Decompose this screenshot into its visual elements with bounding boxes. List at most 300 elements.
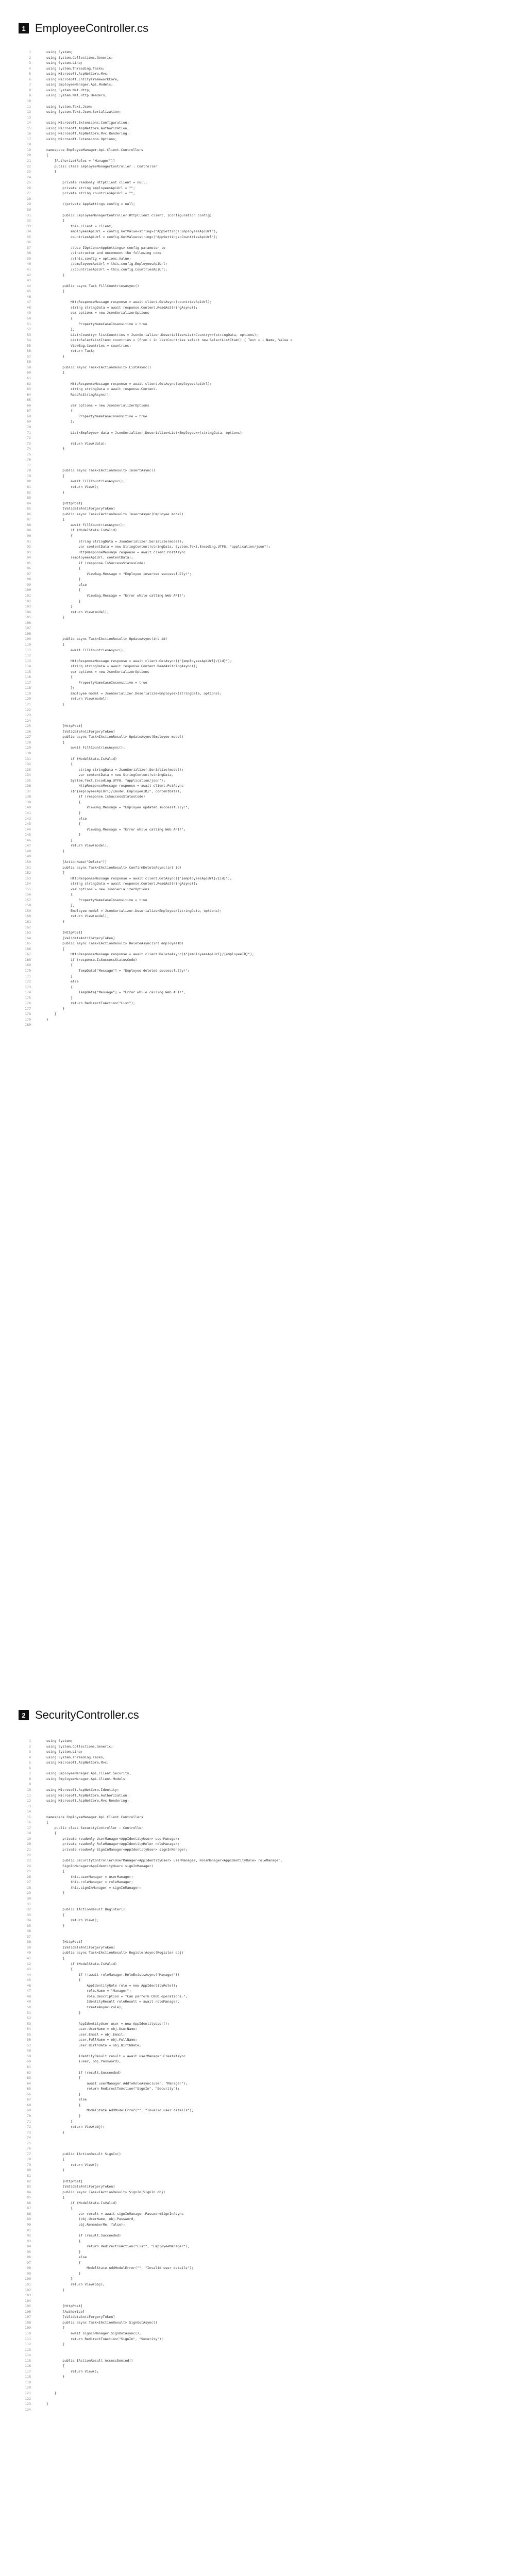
- code-text: this.userManager = userManager;: [46, 1874, 133, 1879]
- line-number: 74: [27, 447, 31, 451]
- line-number: 30: [27, 207, 31, 212]
- line-number: 102: [25, 2287, 31, 2292]
- line-number: 18: [27, 142, 31, 147]
- line-number: 103: [25, 2293, 31, 2298]
- line-number: 32: [27, 218, 31, 223]
- line-number: 7: [29, 1771, 31, 1776]
- line-number: 158: [25, 903, 31, 908]
- code-text: (obj.UserName, obj.Password,: [46, 2217, 136, 2222]
- code-text: if (response.IsSuccessStatusCode): [46, 957, 138, 962]
- code-text: {: [46, 2195, 65, 2200]
- code-text: PropertyNameCaseInsensitive = true: [46, 680, 147, 685]
- code-text: public async Task<IActionResult> SignIn(SignIn obj): [46, 2190, 165, 2194]
- line-number: 162: [25, 925, 31, 929]
- line-number: 31: [27, 1902, 31, 1906]
- line-number: 94: [27, 555, 31, 560]
- line-number: 57: [27, 2043, 31, 2047]
- code-text: using Microsoft.AspNetCore.Mvc.Rendering;: [46, 1799, 129, 1803]
- line-number: 35: [27, 1923, 31, 1928]
- code-text: [ValidateAntiForgeryToken]: [46, 2184, 115, 2189]
- code-text: };: [46, 419, 75, 424]
- code-text: HttpResponseMessage response = await client.GetAsync(employeesApiUrl);: [46, 381, 212, 386]
- code-text: this.roleManager = roleManager;: [46, 1880, 133, 1885]
- line-number: 31: [27, 213, 31, 217]
- line-number: 29: [27, 1891, 31, 1895]
- code-text: };: [46, 903, 75, 908]
- line-number: 9: [29, 93, 31, 98]
- file-title: EmployeeController.cs: [35, 22, 149, 35]
- line-number: 52: [27, 2016, 31, 2021]
- code-text: [Authorize(Roles = "Manager")]: [46, 159, 115, 163]
- code-text: public async Task<IActionResult> UpdateAsync(Employee model): [46, 735, 184, 739]
- line-number: 96: [27, 566, 31, 571]
- line-number: 88: [27, 522, 31, 527]
- code-text: {: [46, 2239, 81, 2243]
- line-number: 106: [25, 2309, 31, 2314]
- code-text: ViewBag.Message = "Error while calling Web API!";: [46, 594, 186, 598]
- code-text: (user, obj.Password);: [46, 2059, 121, 2064]
- line-number: 154: [25, 882, 31, 886]
- line-number: 102: [25, 599, 31, 603]
- code-text: ViewBag.Countries = countries;: [46, 343, 131, 348]
- code-text: {: [46, 985, 73, 989]
- line-number: 75: [27, 452, 31, 456]
- code-text: HttpResponseMessage response = await client.GetAsync($"{employeesApiUrl}/{id}");: [46, 876, 232, 880]
- code-text: {: [46, 170, 57, 174]
- line-number: 84: [27, 2190, 31, 2194]
- line-number: 153: [25, 876, 31, 880]
- line-number: 117: [25, 680, 31, 685]
- code-text: return Task;: [46, 349, 95, 353]
- line-number: 168: [25, 957, 31, 962]
- line-number: 95: [27, 2249, 31, 2254]
- line-number: 89: [27, 2217, 31, 2222]
- code-text: using System.Threading.Tasks;: [46, 1755, 105, 1759]
- line-number: 101: [25, 2282, 31, 2286]
- line-number: 5: [29, 1760, 31, 1765]
- line-number: 13: [27, 1804, 31, 1808]
- code-text: }: [46, 2342, 65, 2347]
- line-number: 60: [27, 370, 31, 375]
- line-number: 11: [27, 104, 31, 109]
- code-text: }: [46, 1006, 65, 1011]
- line-number: 125: [25, 724, 31, 728]
- code-text: {: [46, 517, 65, 522]
- line-number: 15: [27, 1815, 31, 1819]
- code-text: }: [46, 354, 65, 359]
- code-text: string stringData = await response.Content.ReadAsStringAsync();: [46, 305, 198, 310]
- code-text: public async Task<IActionResult> RegisterAsync(Register obj): [46, 1951, 184, 1955]
- code-text: //this.config = options.Value;: [46, 256, 131, 261]
- code-text: }: [46, 2010, 81, 2015]
- code-text: using Microsoft.AspNetCore.Mvc;: [46, 72, 109, 76]
- line-number: 114: [25, 2353, 31, 2358]
- line-number: 83: [27, 496, 31, 500]
- code-text: else: [46, 816, 87, 821]
- line-number: 35: [27, 234, 31, 239]
- code-text: TempData["Message"] = "Error while calling Web API!";: [46, 990, 186, 995]
- line-number: 39: [27, 256, 31, 261]
- line-number: 175: [25, 995, 31, 1000]
- line-number: 82: [27, 2179, 31, 2183]
- line-number: 26: [27, 185, 31, 190]
- line-number: 115: [25, 2358, 31, 2363]
- code-text: {: [46, 1967, 73, 1972]
- line-number: 161: [25, 920, 31, 924]
- code-text: var options = new JsonSerializerOptions: [46, 887, 149, 891]
- line-number: 36: [27, 1929, 31, 1934]
- code-text: {: [46, 2206, 73, 2211]
- code-text: {: [46, 946, 65, 951]
- code-text: Employee model = JsonSerializer.Deserialize<Employee>(stringData, options);: [46, 691, 222, 696]
- file-header: [19, 1708, 139, 1722]
- code-text: }: [46, 615, 65, 620]
- code-text: List<Employee> data = JsonSerializer.Deserialize<List<Employee>>(stringData, options);: [46, 430, 244, 435]
- code-text: {: [46, 473, 65, 478]
- code-text: private readonly RoleManager<AppIdentityRole> roleManager;: [46, 1842, 180, 1846]
- line-number: 172: [25, 979, 31, 984]
- line-number: 68: [27, 414, 31, 418]
- file-number-badge: 2: [19, 1710, 29, 1720]
- code-text: return View();: [46, 485, 99, 489]
- code-text: }: [46, 2287, 65, 2292]
- line-number: 113: [25, 658, 31, 663]
- line-number: 118: [25, 686, 31, 690]
- code-text: {: [46, 2260, 81, 2265]
- code-text: IdentityResult roleResult = await roleManager.: [46, 1999, 180, 2004]
- code-text: }: [46, 2119, 73, 2124]
- code-text: namespace EmployeeManager.Api.Client.Controllers: [46, 1815, 143, 1819]
- code-text: if (response.IsSuccessStatusCode): [46, 794, 145, 799]
- line-number: 59: [27, 365, 31, 369]
- line-number: 95: [27, 561, 31, 565]
- code-text: }: [46, 2130, 65, 2134]
- code-text: return RedirectToAction("SignIn", "Security");: [46, 2087, 180, 2091]
- code-text: {: [46, 2076, 81, 2080]
- line-number: 69: [27, 2108, 31, 2113]
- line-number: 66: [27, 403, 31, 408]
- line-number: 112: [25, 2342, 31, 2347]
- line-number: 44: [27, 283, 31, 288]
- code-text: using System.Text.Json;: [46, 104, 93, 109]
- line-number: 6: [29, 77, 31, 81]
- line-number: 104: [25, 609, 31, 614]
- line-number: 71: [27, 2119, 31, 2124]
- line-number: 108: [25, 2320, 31, 2325]
- line-number: 72: [27, 436, 31, 440]
- line-number: 105: [25, 2304, 31, 2309]
- code-text: ModelState.AddModelError("", "Invalid user details");: [46, 2266, 194, 2270]
- code-text: await FillCountriesAsync();: [46, 648, 125, 652]
- code-text: }: [46, 1017, 48, 1022]
- line-number: 3: [29, 61, 31, 65]
- line-number: 121: [25, 702, 31, 706]
- code-text: user.BirthDate = obj.BirthDate;: [46, 2043, 141, 2047]
- line-number: 20: [27, 1842, 31, 1846]
- code-text: private string employeesApiUrl = "";: [46, 185, 136, 190]
- code-text: //employeesApiUrl = this.config.EmployeesApiUrl;: [46, 262, 167, 266]
- code-text: public class SecurityController : Controller: [46, 1825, 143, 1830]
- code-text: return View();: [46, 2162, 99, 2167]
- code-text: role.Description = "Can perform CRUD operations.";: [46, 1994, 188, 1998]
- line-number: 118: [25, 2375, 31, 2379]
- line-number: 65: [27, 398, 31, 402]
- code-text: {: [46, 316, 73, 320]
- line-number: 106: [25, 620, 31, 625]
- code-text: }: [46, 1891, 65, 1895]
- code-text: if (result.Succeeded): [46, 2233, 121, 2238]
- code-text: {: [46, 1831, 57, 1836]
- code-text: public async Task<IActionResult> DeleteAsync(int employeeID): [46, 941, 184, 946]
- code-text: CreateAsync(role);: [46, 2005, 123, 2009]
- line-number: 5: [29, 72, 31, 76]
- code-text: return View(obj);: [46, 2125, 105, 2129]
- code-text: await FillCountriesAsync();: [46, 745, 125, 750]
- line-number: 80: [27, 479, 31, 484]
- line-number: 70: [27, 2113, 31, 2118]
- line-number: 55: [27, 2032, 31, 2037]
- line-number: 16: [27, 1820, 31, 1825]
- line-number: 177: [25, 1006, 31, 1011]
- line-number: 43: [27, 1967, 31, 1972]
- code-text: }: [46, 702, 65, 706]
- code-text: using EmployeeManager.Api.Models;: [46, 82, 113, 87]
- line-number: 75: [27, 2141, 31, 2145]
- line-number: 58: [27, 2048, 31, 2053]
- line-number: 16: [27, 131, 31, 136]
- code-text: };: [46, 686, 75, 690]
- line-number: 150: [25, 859, 31, 864]
- line-number: 90: [27, 533, 31, 538]
- line-number: 56: [27, 349, 31, 353]
- code-text: }: [46, 577, 81, 582]
- line-number: 156: [25, 892, 31, 897]
- code-text: [ValidateAntiForgeryToken]: [46, 506, 115, 511]
- code-text: return View(model);: [46, 843, 109, 848]
- line-number: 1: [29, 50, 31, 54]
- line-number: 22: [27, 164, 31, 168]
- line-number: 71: [27, 430, 31, 435]
- line-number: 176: [25, 1001, 31, 1006]
- code-text: [ValidateAntiForgeryToken]: [46, 729, 115, 734]
- code-text: }: [46, 838, 73, 842]
- code-text: [HttpPost]: [46, 2304, 83, 2309]
- code-text: using Microsoft.AspNetCore.Identity;: [46, 1787, 119, 1792]
- code-text: ViewBag.Message = "Employee inserted successfully!";: [46, 571, 192, 576]
- code-text: {: [46, 409, 73, 413]
- line-number: 14: [27, 1809, 31, 1814]
- line-number: 12: [27, 1799, 31, 1803]
- line-number: 18: [27, 1831, 31, 1836]
- line-number: 24: [27, 1863, 31, 1868]
- code-text: Employee model = JsonSerializer.Deserialize<Employee>(stringData, options);: [46, 908, 222, 913]
- code-text: HttpResponseMessage response = await client.GetAsync(countriesApiUrl);: [46, 300, 212, 304]
- line-number: 79: [27, 2162, 31, 2167]
- code-text: TempData["Message"] = "Employee deleted successfully!";: [46, 968, 190, 973]
- code-text: {: [46, 153, 48, 158]
- line-number: 124: [25, 718, 31, 723]
- code-text: }: [46, 447, 65, 451]
- line-number: 23: [27, 170, 31, 174]
- code-text: else: [46, 582, 87, 587]
- line-number: 109: [25, 637, 31, 641]
- line-number: 132: [25, 762, 31, 767]
- line-number: 64: [27, 392, 31, 397]
- line-number: 51: [27, 321, 31, 326]
- code-text: var contentData = new StringContent(stringData,: [46, 773, 174, 777]
- code-text: return View(model);: [46, 914, 109, 919]
- code-text: }: [46, 2391, 57, 2395]
- code-text: public IActionResult SignIn(): [46, 2151, 121, 2156]
- line-number: 109: [25, 2326, 31, 2330]
- code-text: [ValidateAntiForgeryToken]: [46, 1945, 115, 1950]
- code-text: if (ModelState.IsValid): [46, 1961, 117, 1966]
- code-text: {: [46, 800, 81, 804]
- code-text: public async Task<IActionResult> UpdateAsync(int id): [46, 637, 167, 641]
- line-number: 134: [25, 773, 31, 777]
- code-text: {: [46, 892, 73, 897]
- line-number: 159: [25, 908, 31, 913]
- code-text: HttpResponseMessage response = await client.PutAsync: [46, 784, 184, 788]
- line-number: 4: [29, 1755, 31, 1759]
- code-text: if (!await roleManager.RoleExistsAsync("Manager")): [46, 1972, 180, 1977]
- line-number: 145: [25, 833, 31, 837]
- code-text: {: [46, 218, 65, 223]
- line-number: 49: [27, 311, 31, 315]
- code-text: public SecurityController(UserManager<AppIdentityUser> userManager, RoleManager<AppIdentityRole> roleManager,: [46, 1858, 282, 1863]
- code-text: public async Task<IActionResult> InsertAsync(Employee model): [46, 512, 184, 516]
- line-number: 25: [27, 1869, 31, 1874]
- code-text: using EmployeeManager.Api.Client.Models;: [46, 1776, 127, 1781]
- code-text: return RedirectToAction("List", "EmployeeManager");: [46, 2244, 190, 2249]
- line-number: 148: [25, 849, 31, 853]
- code-text: PropertyNameCaseInsensitive = true: [46, 897, 147, 902]
- line-number: 122: [25, 2396, 31, 2401]
- line-number: 40: [27, 1951, 31, 1955]
- line-number: 151: [25, 865, 31, 870]
- code-text: using System;: [46, 50, 73, 54]
- code-text: return RedirectToAction("List");: [46, 1001, 136, 1006]
- code-text: }: [46, 1012, 57, 1016]
- line-number: 101: [25, 594, 31, 598]
- code-text: //private AppSettings config = null;: [46, 202, 136, 207]
- line-number: 104: [25, 2298, 31, 2303]
- line-number: 4: [29, 66, 31, 71]
- line-number: 91: [27, 539, 31, 544]
- code-text: }: [46, 2249, 81, 2254]
- line-number: 110: [25, 2331, 31, 2335]
- code-text: string stringData = await response.Content.ReadAsStringAsync();: [46, 882, 198, 886]
- code-text: using EmployeeManager.Api.Client.Security;: [46, 1771, 131, 1776]
- code-text: }: [46, 2402, 48, 2406]
- code-text: {: [46, 2326, 65, 2330]
- line-number: 45: [27, 1978, 31, 1982]
- code-text: if (result.Succeeded): [46, 2070, 121, 2075]
- line-number: 8: [29, 88, 31, 92]
- code-text: ViewBag.Message = "Error while calling Web API!";: [46, 827, 186, 832]
- line-number: 9: [29, 1782, 31, 1787]
- line-number: 19: [27, 147, 31, 152]
- code-text: {: [46, 1956, 65, 1960]
- line-number: 115: [25, 669, 31, 674]
- line-number: 116: [25, 675, 31, 680]
- line-number: 21: [27, 1848, 31, 1852]
- code-text: return View();: [46, 2369, 99, 2374]
- line-number: 14: [27, 121, 31, 125]
- code-text: //countriesApiUrl = this.config.CountriesApiUrl;: [46, 267, 167, 272]
- code-text: [HttpPost]: [46, 2179, 83, 2183]
- line-number: 63: [27, 2076, 31, 2080]
- line-number: 44: [27, 1972, 31, 1977]
- line-number: 69: [27, 419, 31, 424]
- line-number: 170: [25, 968, 31, 973]
- code-text: private readonly UserManager<AppIdentityUser> userManager;: [46, 1836, 180, 1841]
- line-number: 169: [25, 963, 31, 968]
- code-text: public async Task FillCountriesAsync(): [46, 283, 140, 288]
- code-text: {: [46, 1912, 65, 1917]
- code-text: using System;: [46, 1739, 73, 1743]
- line-number: 166: [25, 946, 31, 951]
- code-text: [Authorize]: [46, 2309, 85, 2314]
- line-number: 174: [25, 990, 31, 995]
- line-number: 23: [27, 1858, 31, 1863]
- line-number: 70: [27, 425, 31, 429]
- line-number: 167: [25, 952, 31, 957]
- line-number: 97: [27, 571, 31, 576]
- code-text: string stringData = JsonSerializer.Serialize(model);: [46, 539, 184, 544]
- line-number: 67: [27, 409, 31, 413]
- line-number: 22: [27, 1853, 31, 1857]
- code-text: {: [46, 740, 65, 744]
- code-text: if (response.IsSuccessStatusCode): [46, 561, 145, 565]
- code-text: return View(model);: [46, 697, 109, 701]
- code-text: namespace EmployeeManager.Api.Client.Controllers: [46, 147, 143, 152]
- line-number: 52: [27, 327, 31, 332]
- code-text: }: [46, 604, 73, 609]
- line-number: 136: [25, 784, 31, 788]
- code-text: var options = new JsonSerializerOptions: [46, 669, 149, 674]
- file-header: [19, 22, 148, 35]
- line-number: 55: [27, 343, 31, 348]
- code-text: using System.Linq;: [46, 1750, 83, 1754]
- code-text: {: [46, 762, 73, 767]
- line-number: 6: [29, 1766, 31, 1770]
- line-number: 73: [27, 441, 31, 446]
- line-number: 139: [25, 800, 31, 804]
- line-number: 126: [25, 729, 31, 734]
- line-number: 91: [27, 2228, 31, 2232]
- code-text: var contentData = new StringContent(stringData, System.Text.Encoding.UTF8, "application/json");: [46, 545, 271, 549]
- line-number: 37: [27, 1934, 31, 1939]
- code-text: await signInManager.SignOutAsync();: [46, 2331, 141, 2335]
- code-text: }: [46, 1923, 65, 1928]
- line-number: 121: [25, 2391, 31, 2395]
- line-number: 27: [27, 191, 31, 196]
- code-text: }: [46, 599, 81, 603]
- line-number: 47: [27, 300, 31, 304]
- line-number: 2: [29, 1744, 31, 1749]
- code-text: user.UserName = obj.UserName;: [46, 2027, 138, 2031]
- line-number: 30: [27, 1896, 31, 1901]
- line-number: 122: [25, 707, 31, 712]
- file-title: SecurityController.cs: [35, 1708, 139, 1721]
- line-number: 48: [27, 305, 31, 310]
- line-number: 107: [25, 2315, 31, 2319]
- line-number: 85: [27, 506, 31, 511]
- line-number: 41: [27, 267, 31, 272]
- code-text: public async Task<IActionResult> InsertAsync(): [46, 468, 156, 473]
- code-text: [HttpPost]: [46, 930, 83, 935]
